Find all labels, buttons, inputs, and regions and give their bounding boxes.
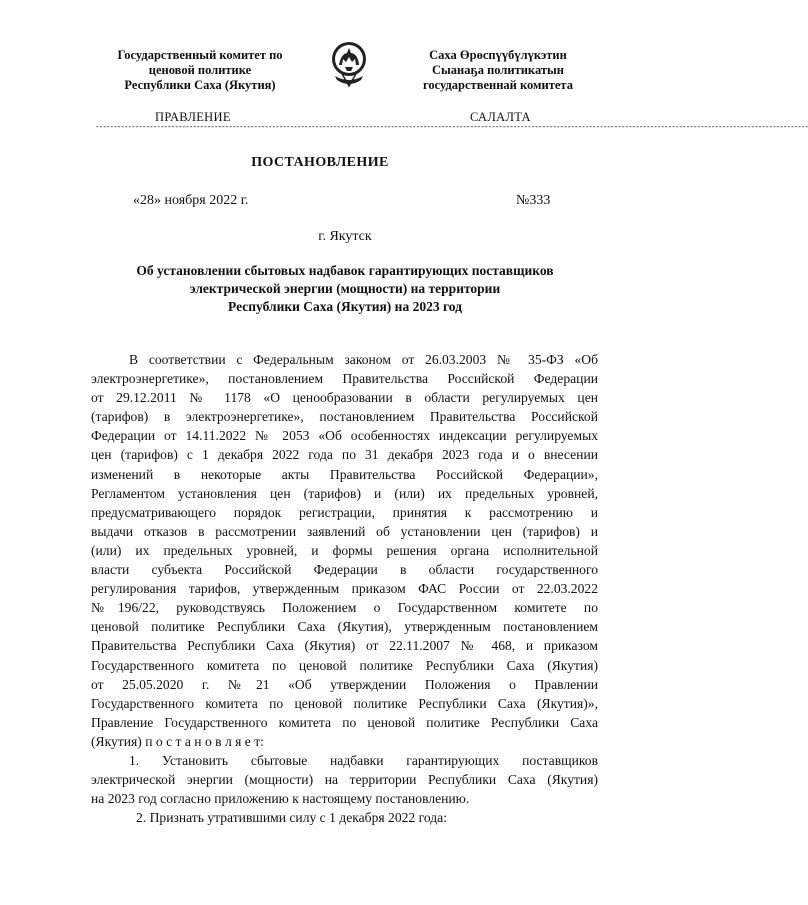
body-line: ценовой политике Республики Саха (Якутия), утвержденным постановлением xyxy=(91,619,598,635)
document-city: г. Якутск xyxy=(318,229,372,244)
body-line: 2. Признать утратившими силу с 1 декабря 2022 года: xyxy=(136,810,447,826)
department-russian: ПРАВЛЕНИЕ xyxy=(155,110,231,124)
item-1-paragraph xyxy=(91,751,598,808)
coat-of-arms-icon xyxy=(327,40,371,90)
body-line: Правление Государственного комитета по ценовой политике Республики Саха xyxy=(91,714,598,730)
body-line: регулирования тарифов, утвержденным приказом ФАС России от 22.03.2022 xyxy=(91,581,598,597)
body-line: (Якутия) п о с т а н о в л я е т: xyxy=(91,733,264,749)
body-line: 1. Установить сбытовые надбавки гарантирующих поставщиков xyxy=(129,752,598,768)
issuer-line: государственнай комитета xyxy=(423,78,573,92)
issuer-line: Сыанаҕа политикатын xyxy=(432,63,564,77)
issuer-line: ценовой политике xyxy=(148,63,252,77)
body-line: электроэнергетике», постановлением Правительства Российской Федерации xyxy=(91,371,598,387)
item-2-paragraph xyxy=(91,808,598,827)
body-line: предусматривающего порядок регистрации, принятия к рассмотрению и xyxy=(91,504,598,520)
subject-line: электрической энергии (мощности) на территории xyxy=(189,281,501,296)
subject-line: Об установлении сбытовых надбавок гарантирующих поставщиков xyxy=(136,263,554,278)
issuer-name-yakut xyxy=(398,48,598,93)
body-line: Государственного комитета по ценовой политике Республики Саха (Якутия) xyxy=(91,657,598,673)
document-body xyxy=(91,350,598,827)
body-line: Государственного комитета по ценовой политике Республики Саха (Якутия)», xyxy=(91,695,598,711)
issuer-name-russian xyxy=(100,48,300,93)
document-date: «28» ноября 2022 г. xyxy=(133,193,249,208)
body-line: от 29.12.2011 № 1178 «О ценообразовании в области регулируемых цен xyxy=(91,390,598,406)
document-number: №333 xyxy=(516,193,551,208)
issuer-line: Республики Саха (Якутия) xyxy=(124,78,276,92)
body-line: В соответствии с Федеральным законом от 26.03.2003 № 35-ФЗ «Об xyxy=(129,352,598,367)
body-line: электрической энергии (мощности) на территории Республики Саха (Якутия) xyxy=(91,772,598,788)
department-yakut: САЛАЛТА xyxy=(470,110,531,124)
body-line: Регламентом установления цен (тарифов) и (или) их предельных уровней, xyxy=(91,485,598,501)
body-line: Правительства Республики Саха (Якутия) от 22.11.2007 № 468, и приказом xyxy=(91,638,598,654)
issuer-line: Саха Өрөспүүбүлүкэтин xyxy=(429,48,567,62)
body-line: на 2023 год согласно приложению к настоящему постановлению. xyxy=(91,791,470,807)
body-line: Федерации от 14.11.2022 № 2053 «Об особенностях индексации регулируемых xyxy=(91,428,598,444)
header-divider: ------------------------------------------------------------------------------------------------------------------------------------------------------------------------------------------------------ xyxy=(95,123,808,132)
body-line: цен (тарифов) с 1 декабря 2022 года по 31 декабря 2023 года и о внесении xyxy=(91,447,598,463)
body-line: от 25.05.2020 г. №21 «Об утверждении Положения о Правлении xyxy=(91,676,598,692)
issuer-line: Государственный комитет по xyxy=(117,48,283,62)
preamble-paragraph xyxy=(91,350,598,751)
document-subject xyxy=(95,262,595,316)
subject-line: Республики Саха (Якутия) на 2023 год xyxy=(228,299,462,314)
body-line: власти субъекта Российской Федерации в области государственного xyxy=(91,562,598,578)
body-line: (тарифов) в электроэнергетике», постановлением Правительства Российской xyxy=(91,409,598,425)
body-line: (или) их предельных уровней, и формы решения органа исполнительной xyxy=(91,542,598,558)
body-line: №196/22, руководствуясь Положением о Государственном комитете по xyxy=(91,600,598,616)
body-line: изменений в некоторые акты Правительства Российской Федерации», xyxy=(91,466,598,482)
body-line: выдачи отказов в рассмотрении заявлений об установлении цен (тарифов) и xyxy=(91,523,598,539)
document-title: ПОСТАНОВЛЕНИЕ xyxy=(251,155,389,170)
